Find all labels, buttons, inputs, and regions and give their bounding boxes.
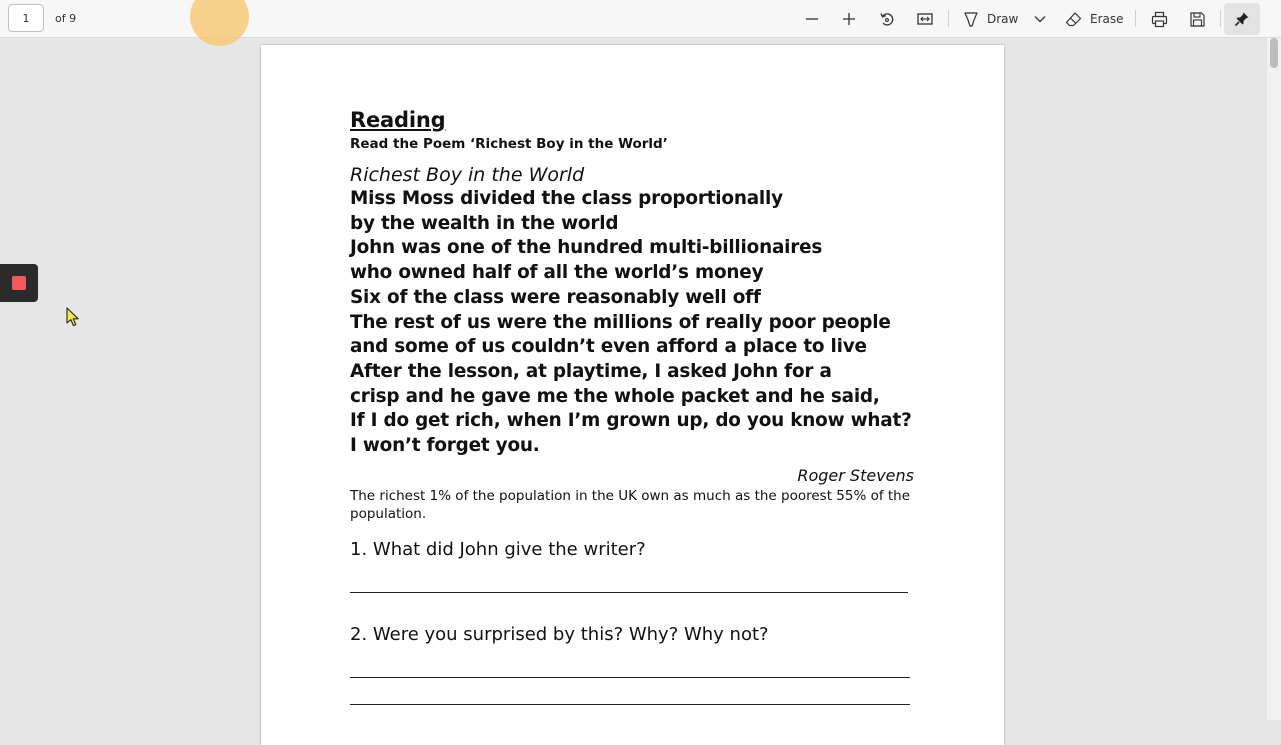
print-icon (1151, 11, 1168, 28)
question-2: 2. Were you surprised by this? Why? Why not? (350, 623, 769, 645)
chevron-down-icon (1033, 12, 1047, 26)
toolbar-divider (948, 10, 949, 27)
poem-line: crisp and he gave me the whole packet and he said, (350, 385, 880, 407)
vertical-scrollbar[interactable] (1267, 38, 1281, 720)
page-content (350, 107, 918, 705)
draw-button[interactable] (963, 5, 1018, 33)
poem-line: by the wealth in the world (350, 212, 619, 234)
eraser-icon (1065, 11, 1082, 27)
click-highlight (190, 0, 249, 46)
pin-toolbar-button[interactable] (1224, 3, 1260, 35)
zoom-out-button[interactable] (800, 5, 824, 33)
poem-line: If I do get rich, when I’m grown up, do you know what? (350, 410, 912, 432)
toolbar-divider (1135, 10, 1136, 27)
plus-icon (841, 11, 857, 27)
poem-author: Roger Stevens (797, 465, 914, 485)
stop-recording-icon[interactable] (12, 276, 26, 290)
poem-line: Miss Moss divided the class proportionally (350, 188, 783, 209)
answer-line (350, 562, 908, 593)
pdf-page (261, 45, 1004, 745)
erase-label: Erase (1090, 12, 1124, 26)
mouse-pointer-icon (66, 307, 80, 328)
pin-icon (1234, 11, 1250, 27)
save-button[interactable] (1185, 5, 1209, 33)
fact-text: The richest 1% of the population in the UK own as much as the poorest 55% of the population. (350, 487, 911, 522)
poem-line: The rest of us were the millions of really poor people (350, 311, 891, 333)
question-1: 1. What did John give the writer? (350, 538, 646, 560)
print-button[interactable] (1147, 5, 1171, 33)
poem-line: After the lesson, at playtime, I asked John for a (350, 360, 832, 382)
rotate-icon (878, 10, 896, 28)
section-heading: Reading (350, 108, 446, 132)
poem-title: Richest Boy in the World (350, 164, 585, 186)
instruction-text: Read the Poem ‘Richest Boy in the World’ (350, 136, 668, 152)
poem-line: I won’t forget you. (350, 435, 540, 457)
draw-options-button[interactable] (1031, 5, 1049, 33)
page-number-input[interactable] (8, 4, 44, 32)
minus-icon (804, 11, 820, 27)
draw-label: Draw (987, 12, 1019, 26)
poem-line: and some of us couldn’t even afford a place to live (350, 336, 867, 358)
rotate-button[interactable] (875, 5, 899, 33)
save-icon (1189, 11, 1206, 28)
erase-button[interactable] (1065, 5, 1124, 33)
zoom-in-button[interactable] (837, 5, 861, 33)
fit-page-button[interactable] (913, 5, 937, 33)
poem-line: Six of the class were reasonably well off (350, 286, 761, 308)
answer-line (350, 678, 910, 705)
toolbar-divider (1220, 10, 1221, 27)
poem-line: who owned half of all the world’s money (350, 262, 764, 284)
scrollbar-thumb[interactable] (1270, 38, 1278, 68)
draw-icon (963, 11, 979, 27)
fit-page-icon (916, 11, 934, 27)
spacer (350, 593, 918, 623)
page-total-label: of 9 (55, 12, 77, 25)
answer-line (350, 647, 910, 678)
recording-widget[interactable] (0, 264, 38, 302)
poem-line: John was one of the hundred multi-billionaires (350, 237, 823, 259)
